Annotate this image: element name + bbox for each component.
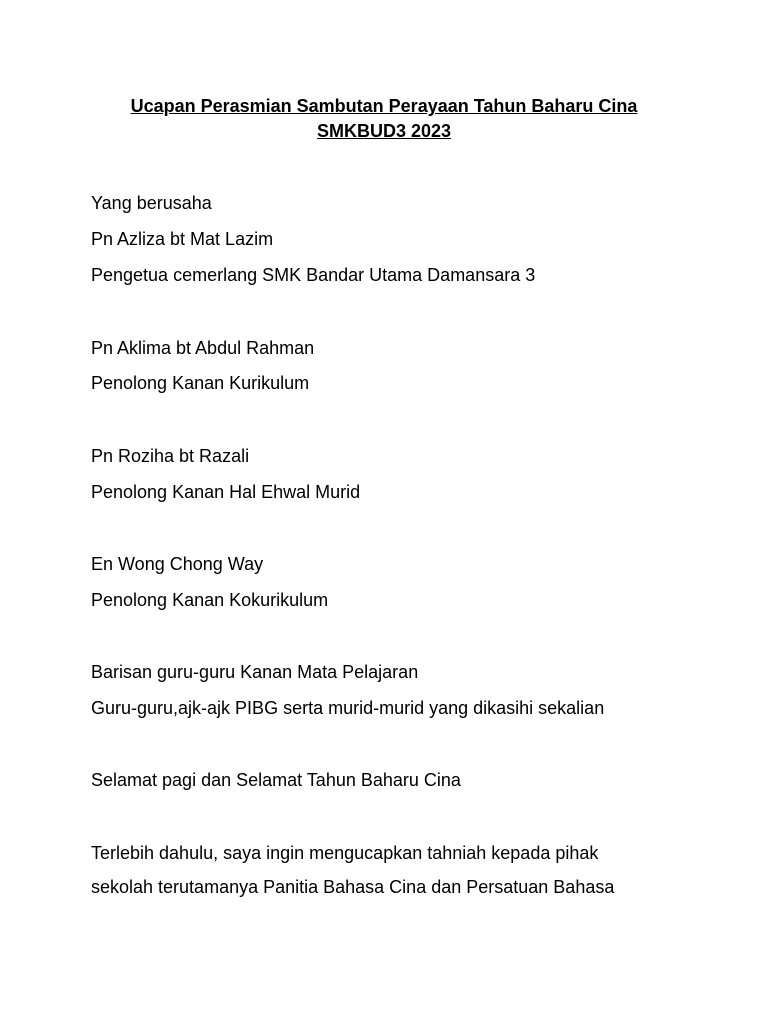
document-title-line-2: SMKBUD3 2023 <box>316 121 452 141</box>
principal-name: Pn Azliza bt Mat Lazim <box>91 229 274 249</box>
curriculum-head-name: Pn Aklima bt Abdul Rahman <box>91 338 315 358</box>
senior-teachers-line: Barisan guru-guru Kanan Mata Pelajaran <box>91 662 419 682</box>
student-affairs-head-name: Pn Roziha bt Razali <box>91 446 250 466</box>
cocurriculum-head-title: Penolong Kanan Kokurikulum <box>91 590 329 610</box>
student-affairs-head-title: Penolong Kanan Hal Ehwal Murid <box>91 482 361 502</box>
body-paragraph-line-2: sekolah terutamanya Panitia Bahasa Cina dan Persatuan Bahasa <box>91 877 615 897</box>
audience-line: Guru-guru,ajk-ajk PIBG serta murid-murid yang dikasihi sekalian <box>91 698 605 718</box>
cocurriculum-head-name: En Wong Chong Way <box>91 554 264 574</box>
curriculum-head-title: Penolong Kanan Kurikulum <box>91 373 310 393</box>
salutation-line: Yang berusaha <box>91 193 212 213</box>
greeting-line: Selamat pagi dan Selamat Tahun Baharu Cina <box>91 770 461 790</box>
body-paragraph-line-1: Terlebih dahulu, saya ingin mengucapkan tahniah kepada pihak <box>91 843 599 863</box>
document-title-line-1: Ucapan Perasmian Sambutan Perayaan Tahun Baharu Cina <box>130 96 638 116</box>
principal-title: Pengetua cemerlang SMK Bandar Utama Damansara 3 <box>91 265 536 285</box>
